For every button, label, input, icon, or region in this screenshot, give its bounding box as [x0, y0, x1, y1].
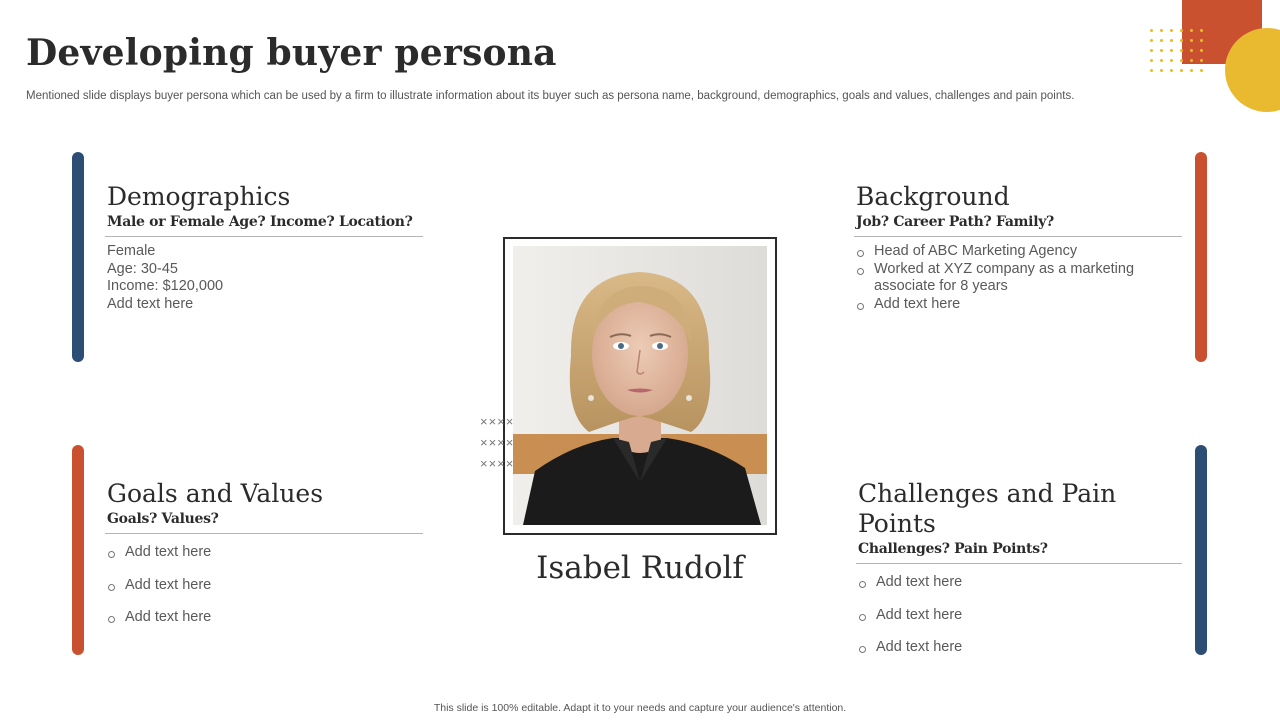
decoration-dot [1190, 39, 1193, 42]
decoration-dot [1200, 29, 1203, 32]
demographics-item: Income: $120,000 [107, 278, 224, 294]
goals-subtitle: Goals? Values? [107, 511, 219, 527]
challenges-divider [856, 563, 1182, 564]
decoration-dot [1180, 59, 1183, 62]
decoration-dot [1150, 39, 1153, 42]
slide-subtitle: Mentioned slide displays buyer persona which can be used by a firm to illustrate information about its buyer such as persona name, background, demographics, goals and values, challenges and pain points. [26, 90, 1075, 102]
background-item: Add text here [856, 296, 1142, 314]
background-section [856, 182, 1182, 313]
demographics-section [107, 182, 423, 313]
decoration-dot [1190, 69, 1193, 72]
decoration-dot [1200, 59, 1203, 62]
demographics-divider [105, 236, 423, 237]
demographics-item: Female [107, 243, 156, 259]
challenges-item: Add text here [858, 574, 1182, 592]
goals-list [107, 544, 423, 627]
decoration-dot [1190, 59, 1193, 62]
decoration-dot [1190, 49, 1193, 52]
background-title: Background [856, 182, 1010, 211]
goals-item: Add text here [107, 544, 423, 562]
decoration-dot [1160, 59, 1163, 62]
slide-title: Developing buyer persona [26, 32, 557, 74]
decoration-dot [1170, 69, 1173, 72]
cross-marks-decoration: ×××× ×××× ×××× [480, 414, 515, 471]
decoration-dot [1150, 69, 1153, 72]
persona-name: Isabel Rudolf [536, 550, 744, 586]
challenges-accent-bar [1195, 445, 1207, 655]
decoration-dot [1180, 29, 1183, 32]
challenges-subtitle: Challenges? Pain Points? [858, 541, 1048, 557]
background-accent-bar [1195, 152, 1207, 362]
decoration-dot [1160, 39, 1163, 42]
goals-title: Goals and Values [107, 479, 324, 508]
background-subtitle: Job? Career Path? Family? [856, 214, 1054, 230]
challenges-item: Add text here [858, 639, 1182, 657]
demographics-accent-bar [72, 152, 84, 362]
decoration-dot [1150, 49, 1153, 52]
demographics-item: Age: 30-45 [107, 260, 178, 277]
decoration-dot [1180, 49, 1183, 52]
challenges-section [858, 479, 1182, 672]
decoration-dot [1200, 69, 1203, 72]
challenges-title: Challenges and Pain Points [858, 479, 1117, 538]
decoration-dot [1160, 49, 1163, 52]
decoration-dot [1160, 29, 1163, 32]
demographics-list [107, 243, 423, 313]
decoration-dot [1170, 39, 1173, 42]
persona-photo [513, 246, 767, 525]
demographics-title: Demographics [107, 182, 291, 211]
goals-accent-bar [72, 445, 84, 655]
decoration-dot [1150, 29, 1153, 32]
background-divider [854, 236, 1182, 237]
decoration-dot [1150, 59, 1153, 62]
persona-photo-frame [503, 237, 777, 535]
challenges-item: Add text here [858, 607, 1182, 625]
decoration-dot [1180, 69, 1183, 72]
background-list [856, 243, 1182, 313]
corner-decoration-dots [1150, 29, 1210, 79]
decoration-dot [1200, 49, 1203, 52]
demographics-subtitle: Male or Female Age? Income? Location? [107, 214, 413, 230]
decoration-dot [1160, 69, 1163, 72]
decoration-dot [1170, 59, 1173, 62]
challenges-list [858, 574, 1182, 657]
decoration-dot [1200, 39, 1203, 42]
demographics-item: Add text here [107, 295, 194, 312]
decoration-dot [1170, 49, 1173, 52]
decoration-dot [1180, 39, 1183, 42]
decoration-dot [1190, 29, 1193, 32]
background-item: Worked at XYZ company as a marketing associate for 8 years [856, 261, 1142, 296]
decoration-dot [1170, 29, 1173, 32]
background-item: Head of ABC Marketing Agency [856, 243, 1142, 261]
goals-section [107, 479, 423, 642]
goals-divider [105, 533, 423, 534]
goals-item: Add text here [107, 577, 423, 595]
slide-footer: This slide is 100% editable. Adapt it to your needs and capture your audience's attention. [433, 702, 847, 714]
goals-item: Add text here [107, 609, 423, 627]
